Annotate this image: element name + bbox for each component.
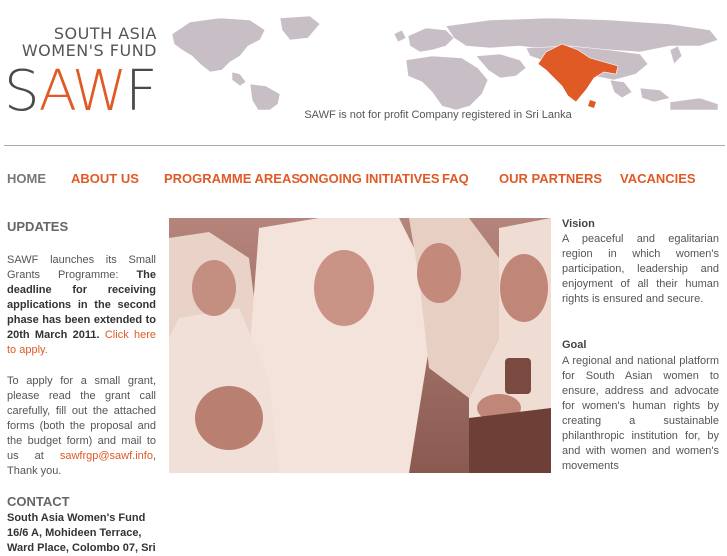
apply-link[interactable]: Click here to apply. — [7, 329, 157, 356]
logo-tagline-line2: WOMEN'S FUND — [21, 41, 157, 60]
updates-paragraph-1 — [7, 253, 156, 358]
world-map-image — [170, 16, 722, 110]
nav-programme-areas[interactable]: PROGRAMME AREAS — [164, 171, 301, 186]
updates-heading: UPDATES — [7, 219, 69, 234]
vision-heading: Vision — [562, 218, 595, 230]
nav-faq[interactable]: FAQ — [442, 171, 469, 186]
updates-deadline-text: The deadline for receiving applications in the second phase has been extended to 20th March 2011. — [7, 269, 156, 341]
nav-vacancies[interactable]: VACANCIES — [620, 171, 696, 186]
updates-paragraph-2 — [7, 374, 156, 479]
header-divider — [4, 145, 725, 146]
apply-instructions-text: To apply for a small grant, please read the grant call carefully, fill out the attached forms (both the proposal and the budget form) and mail to us at — [7, 375, 156, 462]
sawf-logo[interactable] — [4, 59, 156, 124]
vision-text: A peaceful and egalitarian region in which women's participation, leadership and enjoyment of all their human rights is ensured and secure. — [562, 233, 719, 305]
registration-caption: SAWF is not for profit Company registered in Sri Lanka — [304, 109, 572, 121]
logo-letter-s: S — [4, 59, 39, 124]
contact-address-line2: Ward Place, Colombo 07, Sri — [7, 542, 156, 554]
logo-tagline-line1: SOUTH ASIA — [53, 24, 157, 43]
contact-address-line1: 16/6 A, Mohideen Terrace, — [7, 527, 142, 539]
nav-home[interactable]: HOME — [7, 171, 46, 186]
sri-lanka-highlight — [588, 100, 596, 108]
grant-email-link[interactable]: sawfrgp@sawf.info — [59, 450, 153, 462]
goal-heading: Goal — [562, 339, 587, 351]
contact-heading: CONTACT — [7, 494, 70, 509]
thank-you-text: , Thank you. — [7, 450, 156, 477]
nav-our-partners[interactable]: OUR PARTNERS — [499, 171, 603, 186]
logo-letter-f: F — [125, 59, 156, 124]
nav-ongoing-initiatives[interactable]: ONGOING INITIATIVES — [299, 171, 440, 186]
goal-text: A regional and national platform for South Asian women to ensure, address and advocate for women's human rights by creating a sustainable philanthropic institution for, by and with women and women's movements — [562, 355, 719, 472]
nav-about-us[interactable]: ABOUT US — [71, 171, 139, 186]
updates-intro-text: SAWF launches its Small Grants Programme: — [7, 254, 156, 281]
women-group-photo — [169, 218, 551, 473]
logo-letters-aw: AW — [38, 59, 126, 124]
contact-org-name: South Asia Women's Fund — [7, 512, 146, 524]
